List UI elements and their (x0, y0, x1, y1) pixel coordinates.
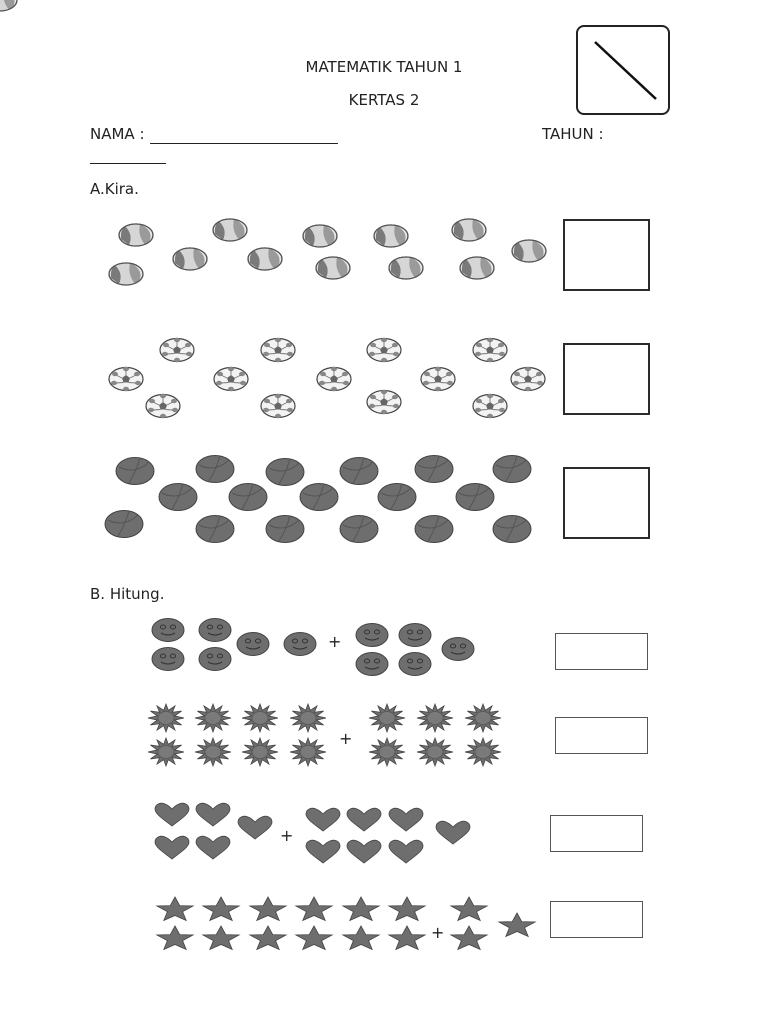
star-icon (201, 896, 241, 922)
answer-box-a2[interactable] (563, 343, 650, 415)
beach-ball-icon (246, 245, 284, 273)
ball-icon (455, 482, 495, 512)
star-icon (341, 925, 381, 951)
page-subtitle: KERTAS 2 (348, 91, 420, 109)
heart-icon (304, 839, 342, 865)
beach-ball-icon (372, 222, 410, 250)
answer-box-a1[interactable] (563, 219, 650, 291)
beach-ball-icon (301, 222, 339, 250)
star-icon (449, 925, 489, 951)
tahun-input-line[interactable] (90, 163, 166, 164)
sun-icon (464, 703, 502, 733)
star-icon (449, 896, 489, 922)
beach-ball-icon (458, 254, 496, 282)
heart-icon (153, 835, 191, 861)
beach-ball-icon (211, 216, 249, 244)
soccer-ball-icon (471, 393, 509, 419)
smiley-face-icon (398, 651, 432, 677)
soccer-ball-icon (212, 366, 250, 392)
answer-box-b3[interactable] (550, 815, 643, 852)
heart-icon (345, 839, 383, 865)
sun-icon (194, 703, 232, 733)
star-icon (155, 925, 195, 951)
star-icon (294, 925, 334, 951)
star-icon (341, 896, 381, 922)
section-a-heading: A.Kira. (90, 180, 139, 198)
answer-box-b4[interactable] (550, 901, 643, 938)
smiley-face-icon (398, 622, 432, 648)
soccer-ball-icon (144, 393, 182, 419)
soccer-ball-icon (158, 337, 196, 363)
soccer-ball-icon (107, 366, 145, 392)
sun-icon (368, 737, 406, 767)
tahun-label: TAHUN : (542, 125, 604, 143)
ball-icon (339, 514, 379, 544)
ball-icon (492, 514, 532, 544)
heart-icon (345, 807, 383, 833)
star-icon (387, 896, 427, 922)
star-icon (201, 925, 241, 951)
answer-box-b2[interactable] (555, 717, 648, 754)
plus-sign-b2: + (339, 729, 353, 748)
soccer-ball-icon (471, 337, 509, 363)
diagonal-slash-icon (578, 27, 668, 113)
page-title: MATEMATIK TAHUN 1 (305, 58, 463, 76)
ball-icon (158, 482, 198, 512)
smiley-face-icon (151, 617, 185, 643)
sun-icon (289, 737, 327, 767)
beach-ball-icon (0, 0, 19, 14)
beach-ball-icon (171, 245, 209, 273)
ball-icon (195, 514, 235, 544)
ball-icon (492, 454, 532, 484)
ball-icon (195, 454, 235, 484)
smiley-face-icon (355, 622, 389, 648)
ball-icon (265, 514, 305, 544)
star-icon (155, 896, 195, 922)
answer-box-a3[interactable] (563, 467, 650, 539)
ball-icon (228, 482, 268, 512)
smiley-face-icon (151, 646, 185, 672)
sun-icon (464, 737, 502, 767)
plus-sign-b4: + (431, 923, 445, 942)
beach-ball-icon (314, 254, 352, 282)
sun-icon (241, 703, 279, 733)
smiley-face-icon (198, 617, 232, 643)
nama-input-line[interactable] (150, 143, 338, 144)
ball-icon (299, 482, 339, 512)
soccer-ball-icon (365, 389, 403, 415)
soccer-ball-icon (315, 366, 353, 392)
beach-ball-icon (107, 260, 145, 288)
plus-sign-b1: + (328, 632, 342, 651)
sun-icon (416, 703, 454, 733)
heart-icon (387, 807, 425, 833)
ball-icon (339, 456, 379, 486)
ball-icon (115, 456, 155, 486)
nama-label: NAMA : (90, 125, 145, 143)
star-icon (387, 925, 427, 951)
heart-icon (153, 802, 191, 828)
sun-icon (241, 737, 279, 767)
soccer-ball-icon (419, 366, 457, 392)
ball-icon (414, 454, 454, 484)
ball-icon (377, 482, 417, 512)
smiley-face-icon (441, 636, 475, 662)
beach-ball-icon (450, 216, 488, 244)
sun-icon (147, 737, 185, 767)
smiley-face-icon (198, 646, 232, 672)
ball-icon (104, 509, 144, 539)
sun-icon (194, 737, 232, 767)
sun-icon (368, 703, 406, 733)
heart-icon (194, 802, 232, 828)
smiley-face-icon (283, 631, 317, 657)
ball-icon (414, 514, 454, 544)
soccer-ball-icon (259, 337, 297, 363)
heart-icon (236, 815, 274, 841)
star-icon (248, 896, 288, 922)
plus-sign-b3: + (280, 826, 294, 845)
smiley-face-icon (355, 651, 389, 677)
soccer-ball-icon (365, 337, 403, 363)
mark-box (576, 25, 670, 115)
heart-icon (194, 835, 232, 861)
heart-icon (304, 807, 342, 833)
smiley-face-icon (236, 631, 270, 657)
star-icon (497, 912, 537, 938)
answer-box-b1[interactable] (555, 633, 648, 670)
heart-icon (387, 839, 425, 865)
beach-ball-icon (510, 237, 548, 265)
sun-icon (416, 737, 454, 767)
beach-ball-icon (117, 221, 155, 249)
soccer-ball-icon (259, 393, 297, 419)
star-icon (294, 896, 334, 922)
heart-icon (434, 820, 472, 846)
star-icon (248, 925, 288, 951)
beach-ball-icon (387, 254, 425, 282)
section-b-heading: B. Hitung. (90, 585, 165, 603)
sun-icon (289, 703, 327, 733)
soccer-ball-icon (509, 366, 547, 392)
sun-icon (147, 703, 185, 733)
